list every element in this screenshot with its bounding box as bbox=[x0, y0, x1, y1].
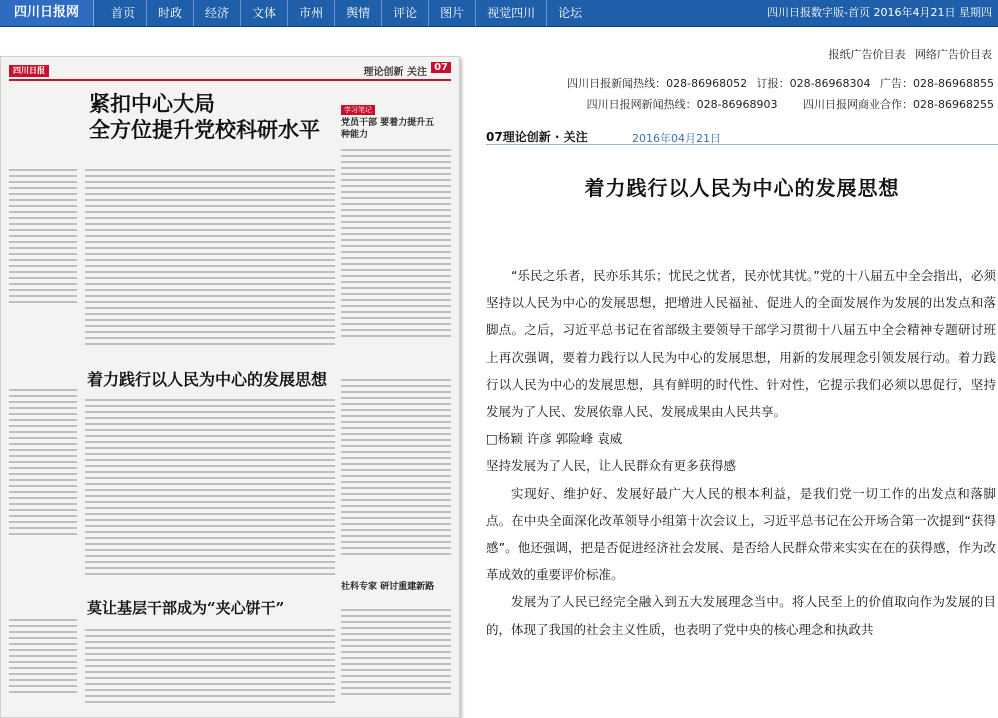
edition-date[interactable]: 四川日报数字版-首页 2016年4月21日 星期四 bbox=[767, 6, 992, 19]
paper-text-block[interactable] bbox=[9, 167, 77, 307]
nav-link-culture-sports[interactable]: 文体 bbox=[241, 0, 288, 26]
nav-link-pictures[interactable]: 图片 bbox=[429, 0, 476, 26]
nav-link-home[interactable]: 首页 bbox=[100, 0, 147, 26]
newspaper-ad-price-link[interactable]: 报纸广告价目表 bbox=[828, 48, 906, 61]
article-subheading: 坚持发展为了人民，让人民群众有更多获得感 bbox=[486, 458, 737, 474]
paper-headline-1-line2: 全方位提升党校科研水平 bbox=[89, 117, 320, 142]
paper-text-block[interactable] bbox=[9, 617, 77, 697]
nav-link-commentary[interactable]: 评论 bbox=[382, 0, 429, 26]
hotline-row-1 bbox=[561, 75, 994, 91]
paper-headline-3[interactable]: 莫让基层干部成为“夹心饼干” bbox=[87, 599, 285, 617]
nav-link-public-opinion[interactable]: 舆情 bbox=[335, 0, 382, 26]
paper-text-block[interactable] bbox=[341, 607, 451, 697]
web-ad-price-link[interactable]: 网络广告价目表 bbox=[915, 48, 992, 61]
site-logo[interactable]: 四川日报网 bbox=[0, 0, 94, 26]
newspaper-page-thumbnail[interactable] bbox=[0, 56, 460, 718]
top-nav-bar bbox=[0, 0, 998, 27]
nav-links bbox=[100, 0, 593, 26]
paper-page-number: 07 bbox=[431, 62, 451, 73]
paper-side-title-2[interactable]: 社科专家 研讨重建新路 bbox=[341, 582, 435, 592]
article-paragraph: 实现好、维护好、发展好最广大人民的根本利益，是我们党一切工作的出发点和落脚点。在中央全面深化改革领导小组第十次会议上，习近平总书记在公开场合第一次提到“获得感”。他还强调，把是否促进经济社会发展、是否给人民群众带来实实在在的获得感，作为改革成效的重要评价标准。 bbox=[486, 485, 996, 583]
paper-text-block[interactable] bbox=[341, 377, 451, 557]
paper-header bbox=[9, 62, 451, 81]
article-section: 07理论创新 · 关注 bbox=[486, 130, 588, 144]
nav-link-politics[interactable]: 时政 bbox=[147, 0, 194, 26]
ad-price-links bbox=[823, 46, 993, 62]
paper-headline-1[interactable] bbox=[89, 91, 320, 143]
paper-text-block[interactable] bbox=[341, 147, 451, 337]
paper-headline-2[interactable]: 着力践行以人民为中心的发展思想 bbox=[87, 370, 328, 389]
paper-masthead: 四川日报 bbox=[9, 65, 49, 77]
article-header bbox=[486, 126, 998, 145]
web-news-hotline: 四川日报网新闻热线：028-86968903 bbox=[586, 98, 778, 111]
advert-hotline: 广告：028-86968855 bbox=[880, 77, 994, 90]
nav-link-forum[interactable]: 论坛 bbox=[558, 6, 583, 20]
article-date: 2016年04月21日 bbox=[632, 132, 721, 145]
web-business-hotline: 四川日报网商业合作：028-86968255 bbox=[803, 98, 994, 111]
paper-text-block[interactable] bbox=[9, 387, 77, 537]
subscription-hotline: 订报：028-86968304 bbox=[756, 77, 871, 90]
paper-side-title-1[interactable]: 党员干部 要着力提升五种能力 bbox=[341, 118, 435, 140]
paper-headline-1-line1: 紧扣中心大局 bbox=[89, 91, 215, 116]
paper-study-tag: 学习笔记 bbox=[341, 105, 375, 115]
paper-text-block[interactable] bbox=[85, 167, 335, 347]
news-hotline: 四川日报新闻热线：028-86968052 bbox=[567, 77, 748, 90]
nav-link-economy[interactable]: 经济 bbox=[194, 0, 241, 26]
article-body bbox=[486, 262, 996, 643]
article-paragraph: “乐民之乐者，民亦乐其乐；忧民之忧者，民亦忧其忧。”党的十八届五中全会指出，必须坚持以人民为中心的发展思想，把增进人民福祉、促进人的全面发展作为发展的出发点和落脚点。之后，习近平总书记在省部级主要领导干部学习贯彻十八届五中全会精神专题研讨班上再次强调，要着力践行以人民为中心的发展思想，用新的发展理念引领发展行动。着力践行以人民为中心的发展思想，具有鲜明的时代性、针对性，它提示我们必须以思促行，坚持发展为了人民、发展依靠人民、发展成果由人民共享。 bbox=[486, 268, 996, 420]
nav-link-visual-sichuan[interactable]: 视觉四川 bbox=[476, 0, 547, 26]
article-title: 着力践行以人民为中心的发展思想 bbox=[584, 176, 900, 200]
nav-link-cities[interactable]: 市州 bbox=[288, 0, 335, 26]
article-paragraph: 发展为了人民已经完全融入到五大发展理念当中。将人民至上的价值取向作为发展的目的，体现了我国的社会主义性质，也表明了党中央的核心理念和执政共 bbox=[486, 594, 996, 637]
article-authors: □杨颖 许彦 郭险峰 袁威 bbox=[486, 431, 623, 447]
paper-text-block[interactable] bbox=[85, 397, 335, 577]
paper-text-block[interactable] bbox=[85, 627, 335, 707]
paper-section-name: 理论创新 关注 bbox=[363, 67, 427, 78]
hotline-row-2 bbox=[581, 96, 994, 112]
